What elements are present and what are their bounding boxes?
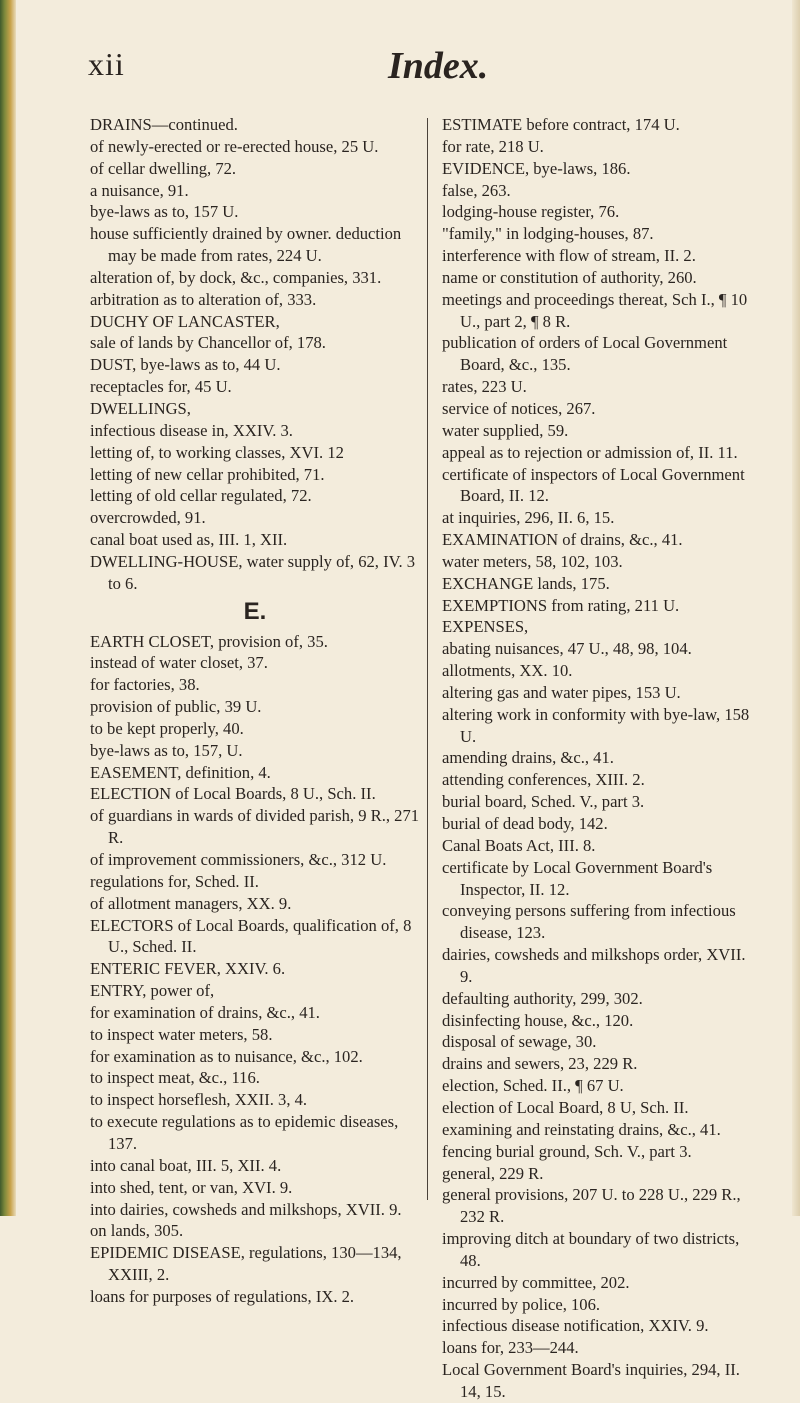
index-subentry: loans for, 233—244. (442, 1338, 579, 1358)
page-number: xii (88, 46, 125, 82)
index-subentry: of newly-erected or re-erected house, 25 U. (90, 136, 379, 156)
index-subentry: at inquiries, 296, II. 6, 15. (442, 508, 615, 528)
index-subentry: election, Sched. II., ¶ 67 U. (442, 1076, 624, 1096)
index-heading: DWELLING-HOUSE, water supply of, 62, IV. 3 to 6. (90, 551, 416, 593)
index-heading: ENTRY, power of, (90, 981, 215, 1001)
index-subentry: of guardians in wards of divided parish, 9 R., 271 R. (90, 806, 420, 848)
index-subentry: incurred by police, 106. (442, 1294, 601, 1314)
index-subentry: Canal Boats Act, III. 8. (442, 835, 596, 855)
index-subentry: incurred by committee, 202. (442, 1272, 630, 1292)
index-column-right (442, 114, 762, 1403)
index-subentry: service of notices, 267. (442, 398, 596, 418)
index-subentry: false, 263. (442, 180, 511, 200)
index-subentry: election of Local Board, 8 U, Sch. II. (442, 1097, 689, 1117)
index-subentry: general provisions, 207 U. to 228 U., 229 R., 232 R. (442, 1185, 741, 1227)
index-column-left (90, 114, 420, 1308)
index-subentry: bye-laws as to, 157, U. (90, 740, 243, 760)
index-subentry: attending conferences, XIII. 2. (442, 770, 645, 790)
index-subentry: provision of public, 39 U. (90, 697, 262, 717)
index-subentry: water supplied, 59. (442, 420, 569, 440)
page-edge (792, 0, 800, 1216)
index-subentry: disposal of sewage, 30. (442, 1032, 597, 1052)
index-heading: ELECTORS of Local Boards, qualification of, 8 U., Sched. II. (90, 915, 412, 957)
index-subentry: to inspect meat, &c., 116. (90, 1068, 260, 1088)
index-subentry: on lands, 305. (90, 1221, 184, 1241)
index-heading: EXCHANGE lands, 175. (442, 573, 610, 593)
page-header (88, 44, 748, 92)
column-divider (427, 118, 428, 1200)
index-subentry: interference with flow of stream, II. 2. (442, 246, 696, 266)
index-heading: ELECTION of Local Boards, 8 U., Sch. II. (90, 784, 376, 804)
index-subentry: house sufficiently drained by owner. deduction may be made from rates, 224 U. (90, 224, 402, 266)
index-subentry: examining and reinstating drains, &c., 41. (442, 1119, 721, 1139)
index-subentry: regulations for, Sched. II. (90, 871, 259, 891)
index-subentry: letting of new cellar prohibited, 71. (90, 464, 325, 484)
index-subentry: water meters, 58, 102, 103. (442, 551, 623, 571)
index-heading: DWELLINGS, (90, 398, 191, 418)
index-subentry: defaulting authority, 299, 302. (442, 988, 643, 1008)
index-subentry: arbitration as to alteration of, 333. (90, 289, 317, 309)
index-subentry: into canal boat, III. 5, XII. 4. (90, 1155, 282, 1175)
book-spine-edge (0, 0, 16, 1216)
index-subentry: general, 229 R. (442, 1163, 544, 1183)
index-subentry: "family," in lodging-houses, 87. (442, 224, 654, 244)
index-subentry: for examination of drains, &c., 41. (90, 1002, 320, 1022)
index-subentry: bye-laws as to, 157 U. (90, 202, 239, 222)
index-subentry: drains and sewers, 23, 229 R. (442, 1054, 638, 1074)
index-subentry: to inspect horseflesh, XXII. 3, 4. (90, 1090, 308, 1110)
index-subentry: sale of lands by Chancellor of, 178. (90, 333, 326, 353)
index-subentry: receptacles for, 45 U. (90, 377, 232, 397)
index-subentry: lodging-house register, 76. (442, 202, 620, 222)
index-subentry: into dairies, cowsheds and milkshops, XVII. 9. (90, 1199, 402, 1219)
index-subentry: overcrowded, 91. (90, 508, 206, 528)
index-heading: ESTIMATE before contract, 174 U. (442, 115, 680, 134)
index-subentry: certificate of inspectors of Local Government Board, II. 12. (442, 464, 745, 506)
index-subentry: meetings and proceedings thereat, Sch I., ¶ 10 U., part 2, ¶ 8 R. (442, 289, 748, 331)
index-heading: EARTH CLOSET, provision of, 35. (90, 631, 328, 651)
index-heading: EXAMINATION of drains, &c., 41. (442, 530, 683, 550)
index-heading: EVIDENCE, bye-laws, 186. (442, 158, 631, 178)
index-subentry: canal boat used as, III. 1, XII. (90, 530, 288, 550)
index-heading: DRAINS—continued. (90, 115, 238, 134)
index-subentry: abating nuisances, 47 U., 48, 98, 104. (442, 639, 692, 659)
index-subentry: instead of water closet, 37. (90, 653, 268, 673)
index-subentry: to be kept properly, 40. (90, 718, 244, 738)
index-subentry: infectious disease notification, XXIV. 9. (442, 1316, 709, 1336)
index-subentry: loans for purposes of regulations, IX. 2. (90, 1286, 355, 1306)
index-heading: ENTERIC FEVER, XXIV. 6. (90, 959, 286, 979)
index-subentry: letting of, to working classes, XVI. 12 (90, 442, 344, 462)
index-subentry: alteration of, by dock, &c., companies, 331. (90, 267, 382, 287)
index-subentry: disinfecting house, &c., 120. (442, 1010, 634, 1030)
index-subentry: improving ditch at boundary of two districts, 48. (442, 1229, 740, 1270)
index-heading: EASEMENT, definition, 4. (90, 762, 271, 782)
index-subentry: allotments, XX. 10. (442, 661, 573, 681)
index-subentry: letting of old cellar regulated, 72. (90, 486, 312, 506)
index-subentry: burial of dead body, 142. (442, 814, 608, 833)
index-subentry: of cellar dwelling, 72. (90, 158, 237, 178)
index-subentry: dairies, cowsheds and milkshops order, XVII. 9. (442, 945, 746, 986)
running-title: Index. (388, 45, 489, 87)
index-subentry: for rate, 218 U. (442, 136, 544, 156)
index-subentry: Local Government Board's inquiries, 294, II. 14, 15. (442, 1360, 740, 1401)
index-heading: DUCHY OF LANCASTER, (90, 311, 280, 331)
index-subentry: into shed, tent, or van, XVI. 9. (90, 1177, 293, 1197)
index-subentry: of allotment managers, XX. 9. (90, 893, 292, 913)
index-heading: EXPENSES, (442, 617, 529, 637)
index-heading: EXEMPTIONS from rating, 211 U. (442, 595, 680, 615)
index-subentry: name or constitution of authority, 260. (442, 267, 697, 287)
index-subentry: amending drains, &c., 41. (442, 748, 614, 768)
index-subentry: burial board, Sched. V., part 3. (442, 792, 645, 812)
index-heading: DUST, bye-laws as to, 44 U. (90, 355, 281, 375)
index-subentry: appeal as to rejection or admission of, II. 11. (442, 442, 738, 462)
index-subentry: rates, 223 U. (442, 377, 527, 397)
index-subentry: a nuisance, 91. (90, 180, 189, 200)
index-subentry: altering work in conformity with bye-law, 158 U. (442, 704, 750, 746)
index-subentry: fencing burial ground, Sch. V., part 3. (442, 1141, 692, 1161)
index-subentry: for examination as to nuisance, &c., 102. (90, 1046, 363, 1066)
index-subentry: altering gas and water pipes, 153 U. (442, 682, 681, 702)
index-subentry: to inspect water meters, 58. (90, 1024, 273, 1044)
index-subentry: of improvement commissioners, &c., 312 U. (90, 850, 387, 869)
index-subentry: certificate by Local Government Board's Inspector, II. 12. (442, 857, 713, 899)
index-subentry: publication of orders of Local Government Board, &c., 135. (442, 333, 728, 375)
index-heading: EPIDEMIC DISEASE, regulations, 130—134, XXIII, 2. (90, 1243, 402, 1285)
section-letter: E. (243, 597, 267, 625)
index-subentry: for factories, 38. (90, 675, 200, 695)
index-subentry: to execute regulations as to epidemic diseases, 137. (90, 1112, 399, 1153)
index-subentry: conveying persons suffering from infectious disease, 123. (442, 901, 736, 943)
index-subentry: infectious disease in, XXIV. 3. (90, 420, 293, 440)
